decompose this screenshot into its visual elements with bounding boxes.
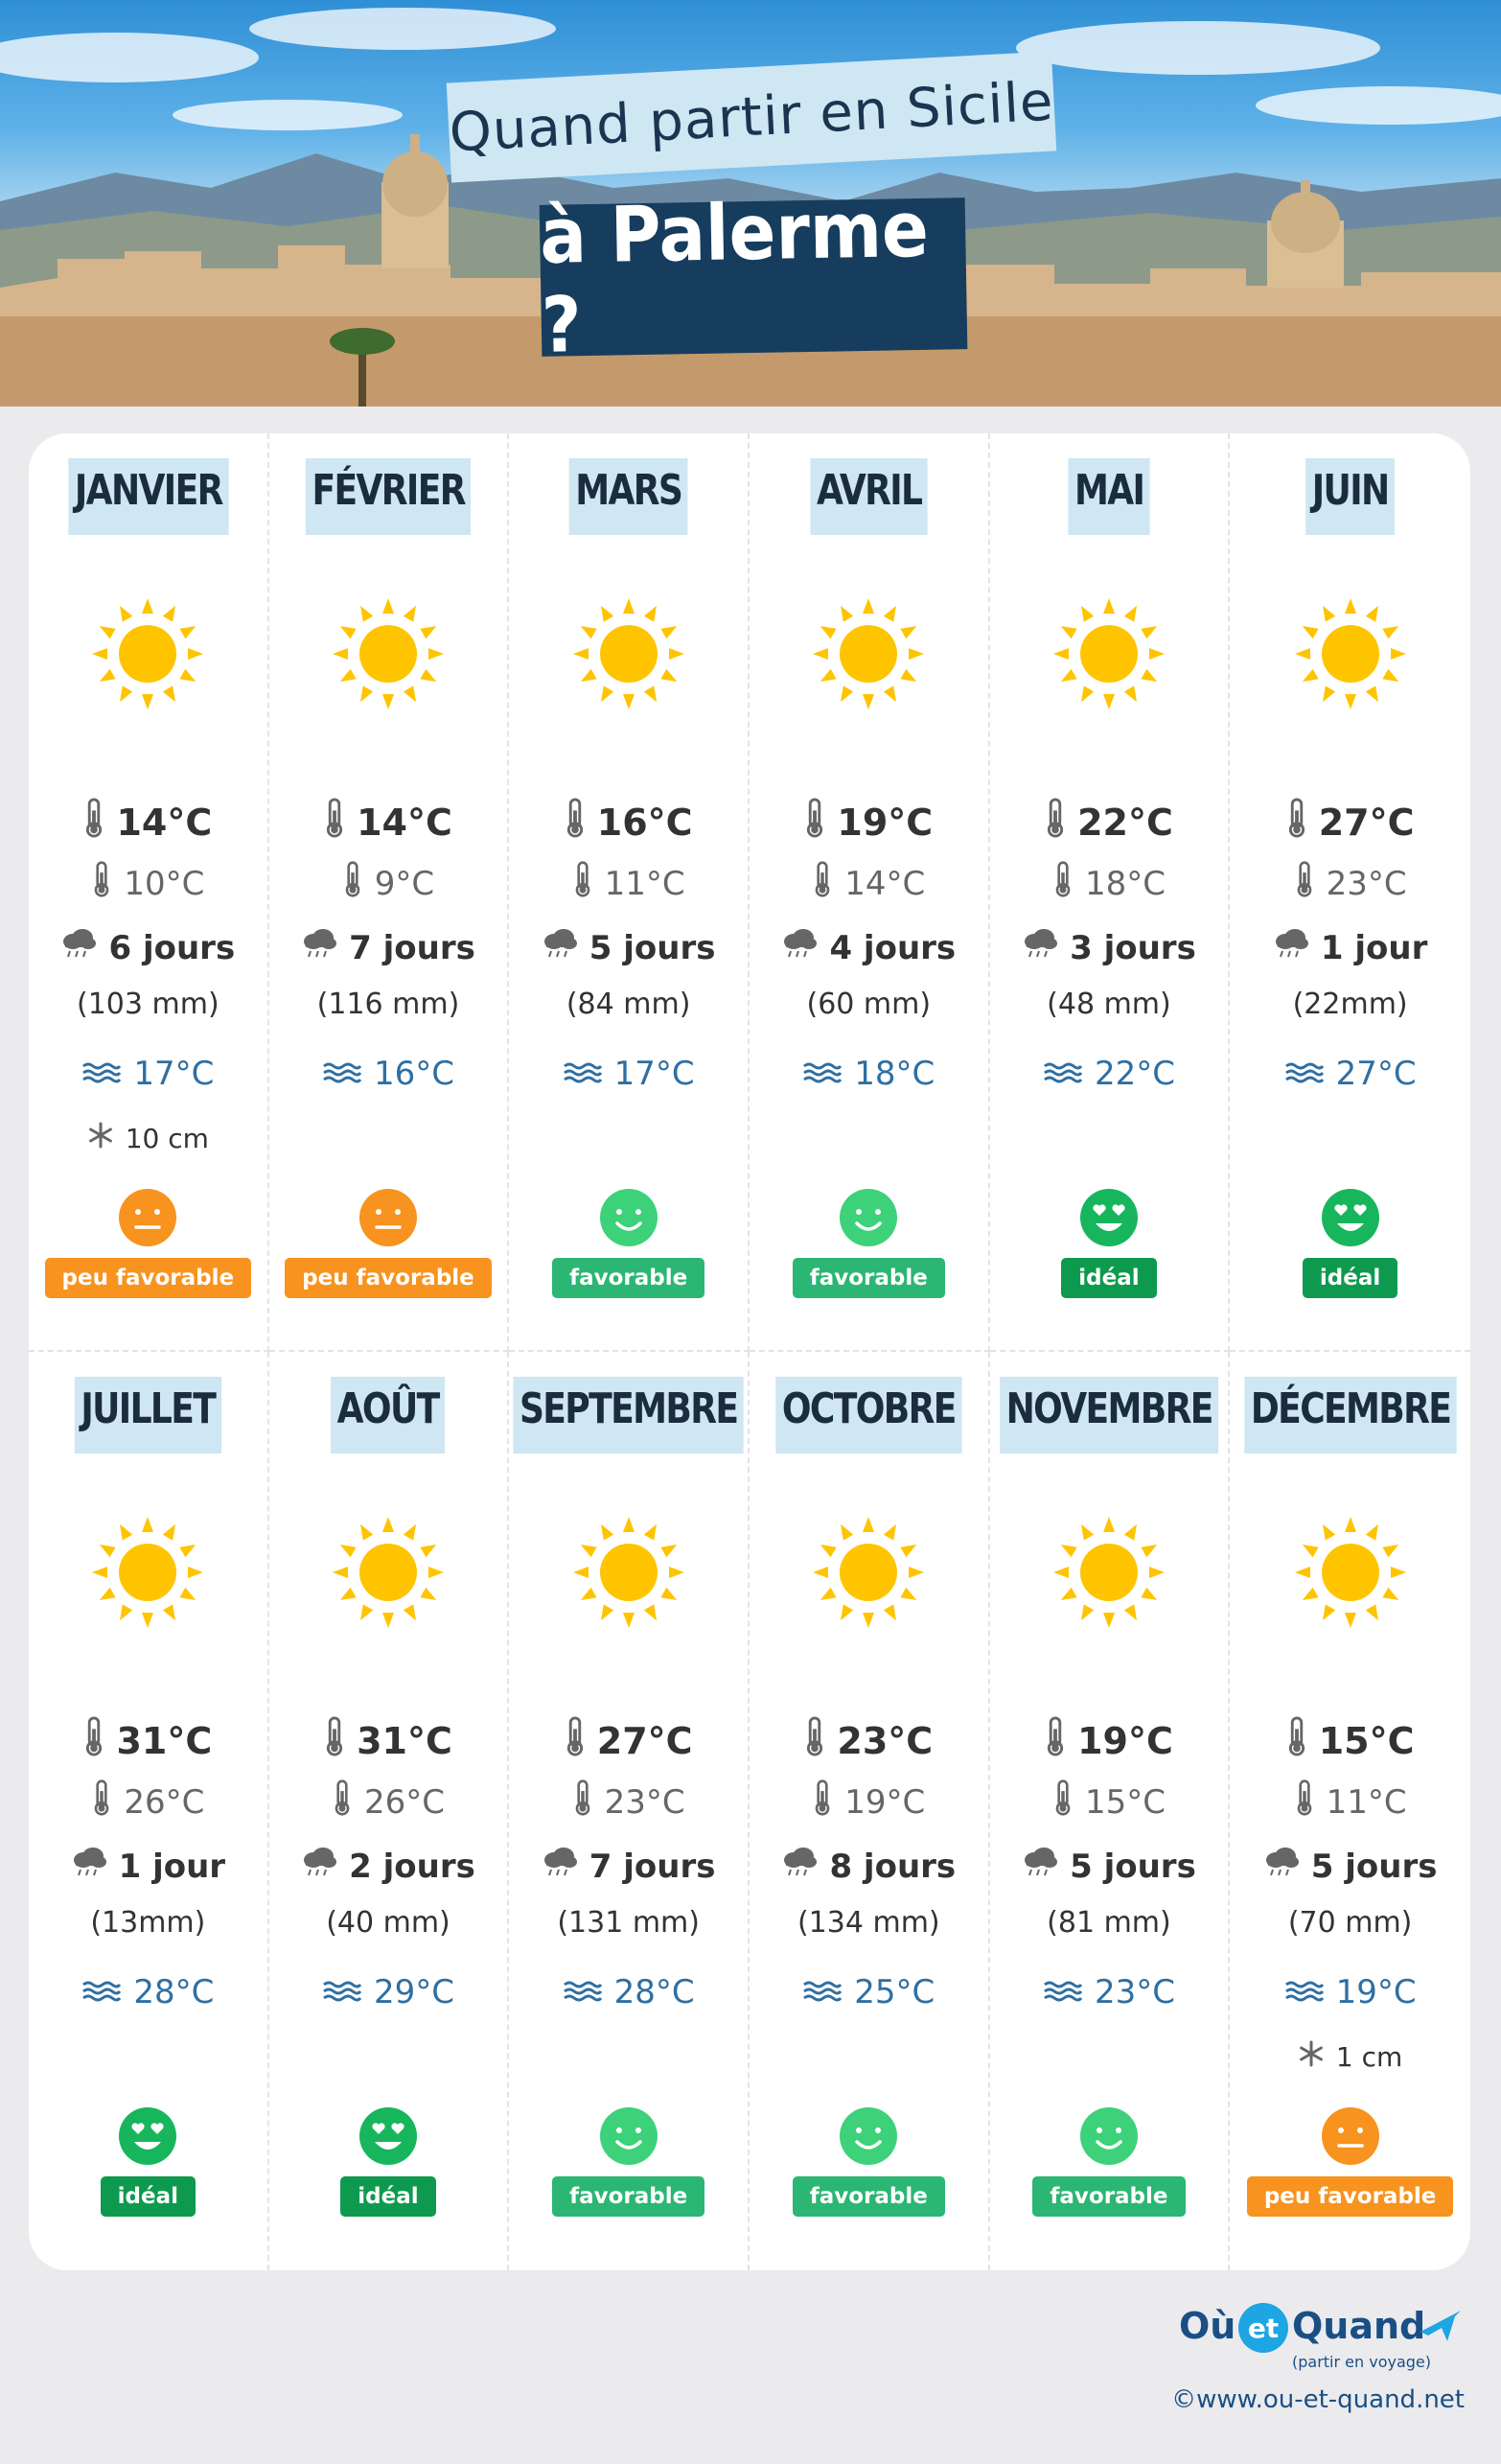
temp-min-value: 10°C: [124, 864, 205, 903]
rain-cloud-icon: [1273, 928, 1309, 967]
rating-wrap: [509, 1258, 748, 1298]
thermometer-icon: [1045, 1716, 1066, 1765]
temp-min: [750, 1779, 988, 1825]
waves-icon: [1043, 1055, 1083, 1093]
snowflake-icon: [1298, 2040, 1325, 2074]
rain-days-value: 1 jour: [118, 1847, 226, 1886]
rain-days: [509, 1847, 748, 1886]
rain-days: [990, 928, 1229, 967]
month-name-wrap: [269, 1377, 508, 1453]
temp-max: [990, 798, 1229, 847]
sea-temp: [750, 1973, 988, 2011]
copyright-link[interactable]: ©www.ou-et-quand.net: [1171, 2385, 1465, 2414]
sea-temp-value: 17°C: [133, 1055, 215, 1093]
month-cell: [269, 433, 510, 1352]
month-name: JUIN: [1305, 458, 1395, 535]
temp-max-value: 27°C: [596, 1719, 693, 1762]
temp-max: [269, 798, 508, 847]
temp-min: [29, 861, 267, 906]
snow: [29, 1122, 267, 1155]
month-name: AOÛT: [331, 1377, 445, 1453]
month-cell: [990, 1352, 1231, 2270]
rating-badge: idéal: [1061, 1258, 1156, 1298]
rain-cloud-icon: [1022, 1847, 1058, 1886]
header-banner: [0, 0, 1501, 407]
sea-temp-value: 16°C: [373, 1055, 454, 1093]
sea-temp: [509, 1055, 748, 1093]
temp-min-value: 11°C: [604, 864, 685, 903]
temp-max: [1230, 1716, 1470, 1765]
rain-days: [269, 928, 508, 967]
rating-wrap: [1230, 2176, 1470, 2217]
sea-temp: [1230, 1973, 1470, 2011]
rain-cloud-icon: [781, 1847, 818, 1886]
thermometer-icon: [332, 1779, 353, 1825]
ou-et-quand-logo[interactable]: [1179, 2305, 1466, 2372]
temp-min: [990, 861, 1229, 906]
rating-badge: favorable: [552, 2176, 704, 2217]
temp-min-value: 23°C: [1326, 864, 1407, 903]
logo-ou: Où: [1179, 2305, 1236, 2347]
rain-amount: (40 mm): [326, 1906, 450, 1940]
temp-max: [750, 798, 988, 847]
logo-quand: Quand: [1292, 2305, 1426, 2347]
sun-icon: [90, 596, 205, 711]
rain-days-value: 8 jours: [829, 1847, 957, 1886]
rating-wrap: [990, 1258, 1229, 1298]
waves-icon: [563, 1973, 603, 2011]
temp-max: [509, 798, 748, 847]
temp-max: [509, 1716, 748, 1765]
month-name: AVRIL: [810, 458, 928, 535]
month-cell: [509, 1352, 750, 2270]
rain-days-value: 2 jours: [349, 1847, 475, 1886]
rain-days-value: 5 jours: [1310, 1847, 1438, 1886]
month-name: JUILLET: [75, 1377, 221, 1453]
temp-max-value: 23°C: [837, 1719, 934, 1762]
waves-icon: [1284, 1973, 1325, 2011]
rating-wrap: [29, 2176, 267, 2217]
calendar-card: [29, 433, 1470, 2270]
rain-cloud-icon: [1022, 928, 1058, 967]
temp-min-value: 15°C: [1084, 1782, 1166, 1822]
rating-wrap: [750, 2176, 988, 2217]
temp-min: [1230, 861, 1470, 906]
sun-icon: [571, 596, 686, 711]
rating-wrap: [990, 2176, 1229, 2217]
rating-badge: peu favorable: [45, 1258, 252, 1298]
temp-max: [29, 1716, 267, 1765]
thermometer-icon: [565, 1716, 586, 1765]
sea-temp-value: 28°C: [613, 1973, 695, 2011]
rain-days-value: 7 jours: [589, 1847, 716, 1886]
logo-et: et: [1238, 2303, 1288, 2353]
sea-temp-value: 18°C: [854, 1055, 935, 1093]
month-name-wrap: [509, 458, 748, 535]
month-name-wrap: [29, 1377, 267, 1453]
month-name-wrap: [990, 458, 1229, 535]
temp-min: [509, 861, 748, 906]
rain-cloud-icon: [542, 928, 578, 967]
rain-amount: (13mm): [90, 1906, 206, 1940]
month-cell: [750, 433, 990, 1352]
sun-icon: [1051, 596, 1166, 711]
thermometer-icon: [812, 1779, 833, 1825]
rain-days-value: 6 jours: [108, 928, 236, 967]
temp-min-value: 26°C: [124, 1782, 205, 1822]
months-grid: [29, 433, 1470, 2270]
rating-badge: favorable: [793, 2176, 945, 2217]
rain-amount: (134 mm): [797, 1906, 940, 1940]
temp-max-value: 31°C: [357, 1719, 452, 1762]
rain-days: [509, 928, 748, 967]
temp-max-value: 15°C: [1318, 1719, 1415, 1762]
rating-badge: peu favorable: [285, 1258, 492, 1298]
temp-min-value: 26°C: [363, 1782, 445, 1822]
temp-min: [29, 1779, 267, 1825]
heart-eyes-face-icon: [117, 2105, 178, 2167]
smiley-face-icon: [838, 1187, 899, 1248]
rain-days: [29, 928, 267, 967]
waves-icon: [802, 1055, 843, 1093]
rating-wrap: [750, 1258, 988, 1298]
temp-min: [509, 1779, 748, 1825]
rain-days: [1230, 1847, 1470, 1886]
snow-value: 10 cm: [125, 1123, 209, 1154]
waves-icon: [81, 1055, 122, 1093]
sea-temp: [29, 1973, 267, 2011]
sun-icon: [811, 596, 926, 711]
sea-temp: [750, 1055, 988, 1093]
month-name-wrap: [29, 458, 267, 535]
temp-max-value: 19°C: [1077, 1719, 1173, 1762]
rating-wrap: [269, 2176, 508, 2217]
thermometer-icon: [1286, 1716, 1307, 1765]
rain-amount: (81 mm): [1047, 1906, 1171, 1940]
thermometer-icon: [91, 1779, 112, 1825]
temp-max-value: 27°C: [1318, 801, 1415, 844]
thermometer-icon: [1052, 1779, 1074, 1825]
snow: [1230, 2040, 1470, 2074]
waves-icon: [322, 1973, 362, 2011]
month-cell: [1230, 1352, 1470, 2270]
rain-amount: (70 mm): [1287, 1906, 1413, 1940]
temp-min-value: 18°C: [1084, 864, 1166, 903]
temp-min-value: 23°C: [604, 1782, 685, 1822]
rating-wrap: [1230, 1258, 1470, 1298]
sun-icon: [811, 1515, 926, 1630]
heart-eyes-face-icon: [1320, 1187, 1381, 1248]
month-name: SEPTEMBRE: [513, 1377, 744, 1453]
rating-wrap: [509, 2176, 748, 2217]
header-title-line2: à Palerme ?: [540, 198, 968, 357]
heart-eyes-face-icon: [1078, 1187, 1140, 1248]
thermometer-icon: [324, 798, 345, 847]
thermometer-icon: [91, 861, 112, 906]
plane-icon: [1419, 2307, 1463, 2345]
sea-temp: [29, 1055, 267, 1093]
month-cell: [509, 433, 750, 1352]
smiley-face-icon: [598, 1187, 659, 1248]
heart-eyes-face-icon: [358, 2105, 419, 2167]
thermometer-icon: [804, 798, 825, 847]
waves-icon: [322, 1055, 362, 1093]
rain-days-value: 7 jours: [349, 928, 475, 967]
thermometer-icon: [83, 1716, 104, 1765]
temp-min-value: 19°C: [844, 1782, 926, 1822]
smiley-face-icon: [838, 2105, 899, 2167]
month-name: FÉVRIER: [306, 458, 471, 535]
month-name: JANVIER: [68, 458, 228, 535]
sun-icon: [331, 1515, 446, 1630]
waves-icon: [1043, 1973, 1083, 2011]
month-name: OCTOBRE: [775, 1377, 961, 1453]
temp-max: [29, 798, 267, 847]
thermometer-icon: [1294, 1779, 1315, 1825]
temp-min: [990, 1779, 1229, 1825]
sea-temp-value: 19°C: [1335, 1973, 1417, 2011]
month-name-wrap: [509, 1377, 748, 1453]
rain-days: [750, 1847, 988, 1886]
sea-temp-value: 23°C: [1094, 1973, 1175, 2011]
rain-amount: (48 mm): [1047, 988, 1171, 1021]
rain-days-value: 5 jours: [589, 928, 716, 967]
rain-cloud-icon: [542, 1847, 578, 1886]
temp-max: [269, 1716, 508, 1765]
temp-max: [750, 1716, 988, 1765]
rain-cloud-icon: [71, 1847, 107, 1886]
month-name-wrap: [1230, 1377, 1470, 1453]
month-name: DÉCEMBRE: [1244, 1377, 1457, 1453]
temp-max-value: 14°C: [116, 801, 213, 844]
month-name-wrap: [750, 1377, 988, 1453]
rain-amount: (22mm): [1292, 988, 1408, 1021]
rain-days: [269, 1847, 508, 1886]
rain-cloud-icon: [301, 928, 337, 967]
rain-days: [750, 928, 988, 967]
rain-cloud-icon: [1263, 1847, 1300, 1886]
rain-days-value: 1 jour: [1320, 928, 1428, 967]
thermometer-icon: [342, 861, 363, 906]
rating-badge: idéal: [340, 2176, 435, 2217]
snow-value: 1 cm: [1335, 2041, 1403, 2073]
temp-min-value: 11°C: [1326, 1782, 1407, 1822]
sun-icon: [331, 596, 446, 711]
rain-days: [990, 1847, 1229, 1886]
rain-days-value: 4 jours: [829, 928, 957, 967]
waves-icon: [563, 1055, 603, 1093]
month-cell: [29, 1352, 269, 2270]
rating-wrap: [269, 1258, 508, 1298]
rain-days: [29, 1847, 267, 1886]
sea-temp: [509, 1973, 748, 2011]
rating-badge: peu favorable: [1247, 2176, 1454, 2217]
smiley-face-icon: [598, 2105, 659, 2167]
sea-temp: [990, 1973, 1229, 2011]
temp-max: [1230, 798, 1470, 847]
rain-amount: (116 mm): [316, 988, 460, 1021]
thermometer-icon: [1294, 861, 1315, 906]
temp-max: [990, 1716, 1229, 1765]
thermometer-icon: [572, 861, 593, 906]
sun-icon: [571, 1515, 686, 1630]
rain-cloud-icon: [301, 1847, 337, 1886]
rating-badge: favorable: [552, 1258, 704, 1298]
month-name-wrap: [1230, 458, 1470, 535]
month-name: MARS: [569, 458, 688, 535]
sea-temp-value: 29°C: [373, 1973, 454, 2011]
smiley-face-icon: [1078, 2105, 1140, 2167]
month-name: NOVEMBRE: [1000, 1377, 1218, 1453]
rain-amount: (60 mm): [806, 988, 932, 1021]
thermometer-icon: [83, 798, 104, 847]
temp-min-value: 14°C: [844, 864, 926, 903]
waves-icon: [802, 1973, 843, 2011]
thermometer-icon: [812, 861, 833, 906]
thermometer-icon: [1045, 798, 1066, 847]
sun-icon: [1051, 1515, 1166, 1630]
sea-temp: [1230, 1055, 1470, 1093]
month-cell: [750, 1352, 990, 2270]
temp-min: [269, 1779, 508, 1825]
month-name-wrap: [750, 458, 988, 535]
rain-amount: (84 mm): [566, 988, 691, 1021]
sun-icon: [90, 1515, 205, 1630]
temp-max-value: 14°C: [357, 801, 452, 844]
sun-icon: [1293, 596, 1408, 711]
thermometer-icon: [804, 1716, 825, 1765]
neutral-face-icon: [117, 1187, 178, 1248]
rating-wrap: [29, 1258, 267, 1298]
logo-subtitle: (partir en voyage): [1292, 2353, 1432, 2371]
month-name-wrap: [990, 1377, 1229, 1453]
sea-temp-value: 28°C: [133, 1973, 215, 2011]
month-name: MAI: [1068, 458, 1149, 535]
temp-max-value: 16°C: [596, 801, 693, 844]
month-cell: [1230, 433, 1470, 1352]
temp-min: [1230, 1779, 1470, 1825]
rating-badge: idéal: [101, 2176, 196, 2217]
temp-max-value: 22°C: [1077, 801, 1173, 844]
sea-temp-value: 17°C: [613, 1055, 695, 1093]
rain-amount: (131 mm): [557, 1906, 700, 1940]
temp-max-value: 19°C: [837, 801, 934, 844]
month-cell: [29, 433, 269, 1352]
month-cell: [990, 433, 1231, 1352]
neutral-face-icon: [358, 1187, 419, 1248]
waves-icon: [1284, 1055, 1325, 1093]
snowflake-icon: [87, 1122, 114, 1155]
sea-temp-value: 27°C: [1335, 1055, 1417, 1093]
rating-badge: idéal: [1303, 1258, 1397, 1298]
sea-temp: [269, 1055, 508, 1093]
rain-days-value: 3 jours: [1070, 928, 1196, 967]
waves-icon: [81, 1973, 122, 2011]
temp-min: [750, 861, 988, 906]
rain-days-value: 5 jours: [1070, 1847, 1196, 1886]
month-name-wrap: [269, 458, 508, 535]
rain-days: [1230, 928, 1470, 967]
rating-badge: favorable: [793, 1258, 945, 1298]
header-title-line1: Quand partir en Sicile: [447, 52, 1057, 183]
rating-badge: favorable: [1032, 2176, 1185, 2217]
rain-cloud-icon: [60, 928, 97, 967]
month-cell: [269, 1352, 510, 2270]
sun-icon: [1293, 1515, 1408, 1630]
thermometer-icon: [1052, 861, 1074, 906]
neutral-face-icon: [1320, 2105, 1381, 2167]
sea-temp: [990, 1055, 1229, 1093]
temp-max-value: 31°C: [116, 1719, 213, 1762]
temp-min-value: 9°C: [374, 864, 435, 903]
sea-temp: [269, 1973, 508, 2011]
thermometer-icon: [572, 1779, 593, 1825]
thermometer-icon: [1286, 798, 1307, 847]
sea-temp-value: 22°C: [1094, 1055, 1175, 1093]
rain-cloud-icon: [781, 928, 818, 967]
sea-temp-value: 25°C: [854, 1973, 935, 2011]
thermometer-icon: [324, 1716, 345, 1765]
temp-min: [269, 861, 508, 906]
thermometer-icon: [565, 798, 586, 847]
rain-amount: (103 mm): [77, 988, 219, 1021]
